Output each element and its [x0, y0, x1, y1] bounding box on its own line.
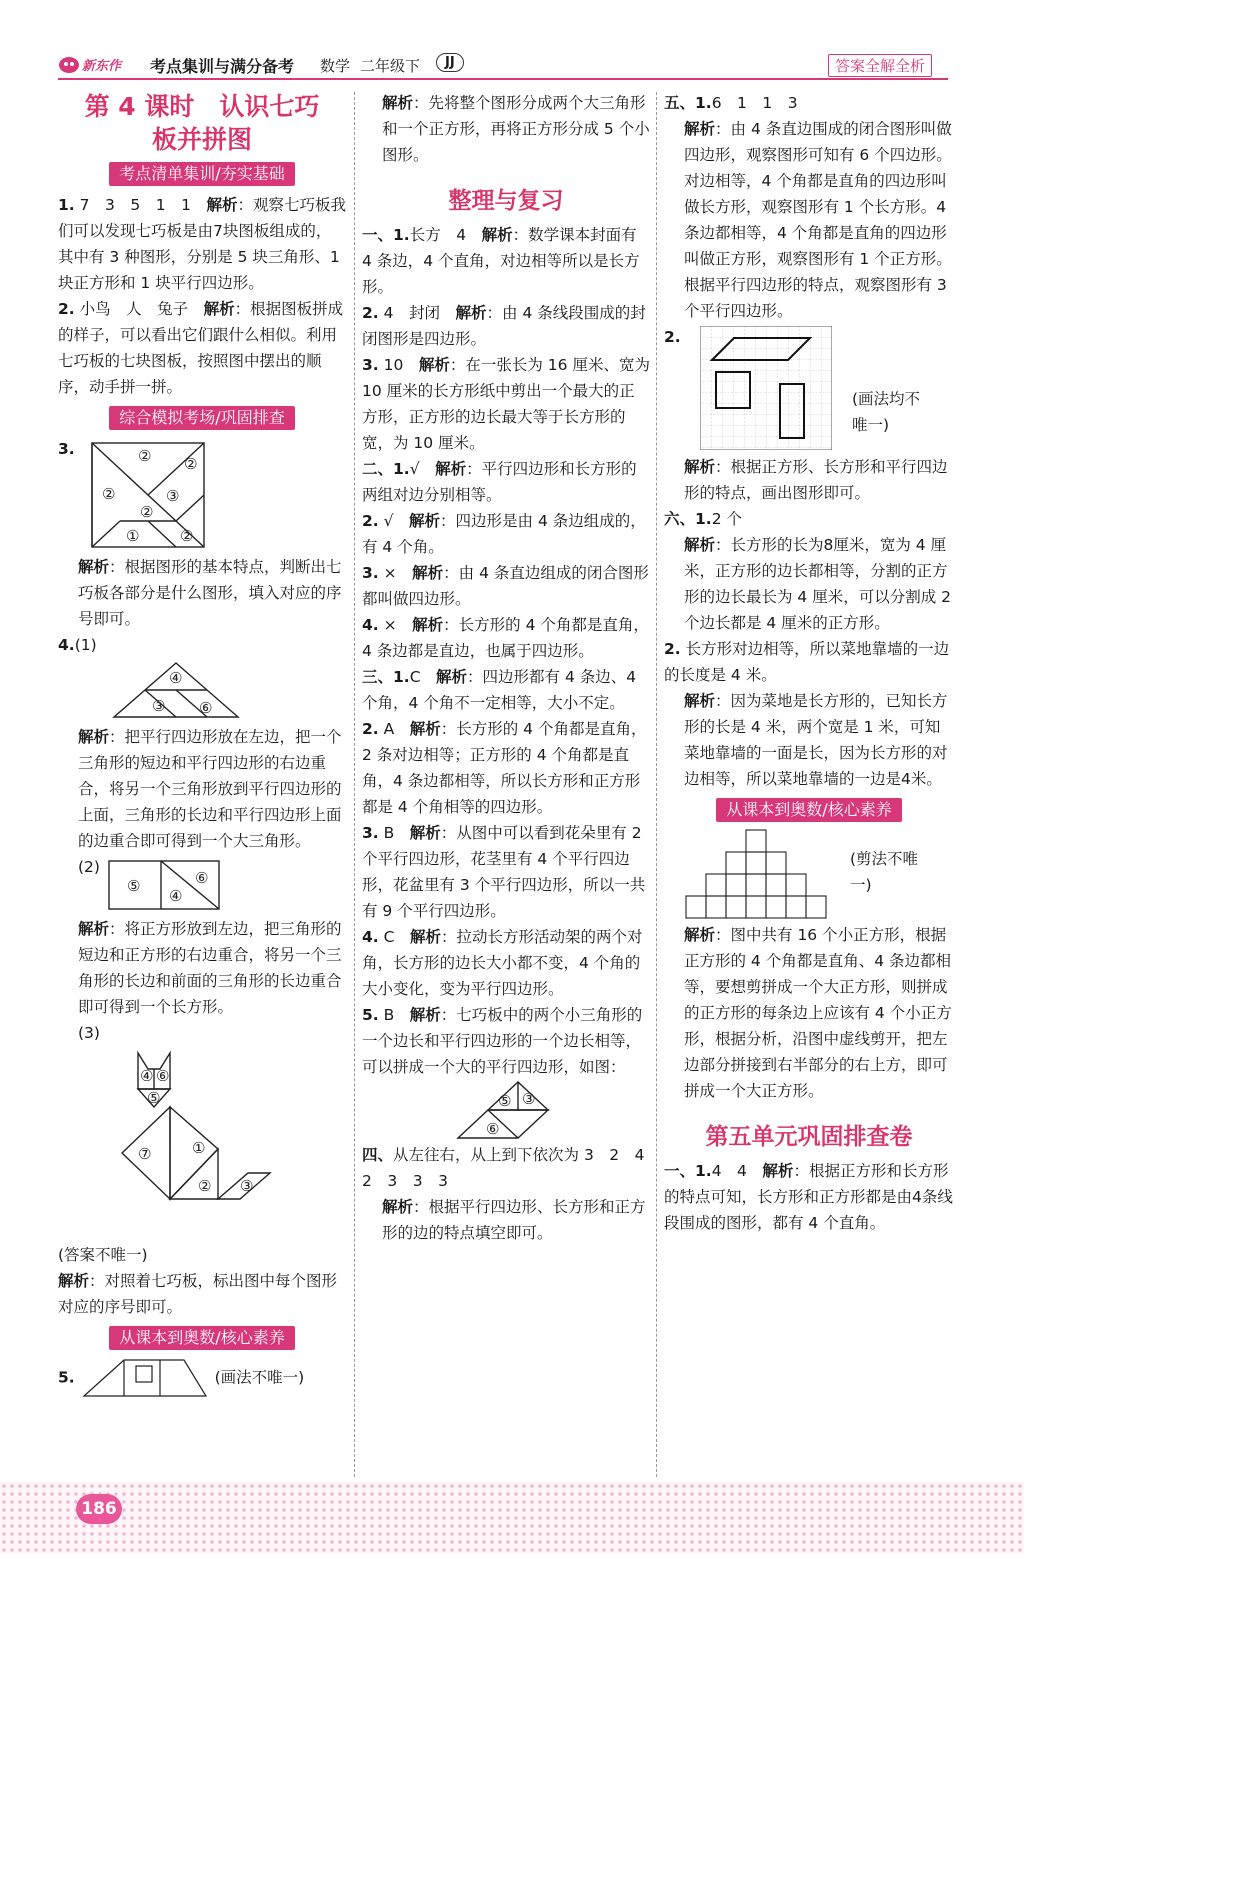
staircase-figure	[684, 828, 834, 920]
answer-item: 1. 7 3 5 1 1 解析：观察七巧板我们可以发现七巧板是由7块图板组成的，其中有 3 种图形，分别是 5 块三角形、1块正方形和 1 块平行四边形。	[58, 196, 346, 292]
column-1	[58, 90, 346, 1400]
svg-text:⑥: ⑥	[156, 1067, 170, 1085]
note: (画法均不唯一)	[852, 390, 921, 434]
answer-tag: 答案全解全析	[828, 54, 932, 77]
answer-item: 4.(1) ④ ③ ⑥	[58, 632, 346, 721]
svg-text:⑥: ⑥	[486, 1120, 500, 1138]
answer-item: 六、1.2 个	[664, 510, 742, 528]
svg-text:③: ③	[240, 1177, 254, 1195]
svg-text:⑤: ⑤	[498, 1092, 512, 1110]
mark-2: ②	[137, 447, 152, 465]
section-band: 从课本到奥数/核心素养	[109, 1326, 294, 1350]
page-number: 186	[76, 1494, 122, 1524]
mark-1: ①	[125, 527, 140, 545]
section-title: 第五单元巩固排查卷	[705, 1124, 913, 1150]
svg-text:④: ④	[140, 1067, 154, 1085]
answer-item: 4. C 解析：拉动长方形活动架的两个对角，长方形的边长大小都不变，4 个角的大小变化，变为平行四边形。	[362, 928, 643, 998]
column-divider	[354, 92, 356, 1477]
explanation: 解析：由 4 条直边围成的闭合图形叫做四边形，观察图形可知有 6 个四边形。对边相等，4 个角都是直角的四边形叫做长方形，观察图形有 1 个长方形。4 条边都相等，4 个角都是直角的四边形叫做正方形，观察图形有 1 个正方形。根据平行四边形的特点，观察图形有 3 个平行四边形。	[684, 120, 952, 320]
answer-item: 五、1.6 1 1 3	[664, 94, 798, 112]
svg-text:④: ④	[168, 887, 183, 905]
big-triangle-figure	[58, 661, 338, 721]
svg-text:⑤: ⑤	[147, 1089, 161, 1107]
footer-decoration	[0, 1482, 1024, 1554]
svg-text:新东作: 新东作	[82, 59, 122, 74]
answer-item: (2) ⑤ ⑥ ④	[58, 854, 346, 916]
explanation: 解析：根据正方形、长方形和平行四边形的特点，画出图形即可。	[684, 458, 948, 502]
svg-text:⑥: ⑥	[199, 699, 213, 717]
answer-item: 5. B 解析：七巧板中的两个小三角形的一个边长和平行四边形的一个边长相等，可以拼成一个大的平行四边形，如图：	[362, 1006, 643, 1076]
answer-item: 2. 小鸟 人 兔子 解析：根据图板拼成的样子，可以看出它们跟什么相似。利用七巧板的七块图板，按照图中摆出的顺序，动手拼一拼。	[58, 300, 344, 396]
note: (剪法不唯一)	[850, 850, 919, 894]
answer-item: 5. (画法不唯一)	[58, 1356, 346, 1400]
answer-item: 3. B 解析：从图中可以看到花朵里有 2 个平行四边形，花茎里有 4 个平行四边形，花盆里有 3 个平行四边形，所以一共有 9 个平行四边形。	[362, 824, 646, 920]
explanation: 解析：把平行四边形放在左边，把一个三角形的短边和平行四边形的右边重合，将另一个三角形放到平行四边形的上面，三角形的长边和平行四边形上面的边重合即可得到一个大三角形。	[78, 728, 342, 850]
answer-item: 四、从左往右，从上到下依次为 3 2 4 2 3 3 3	[362, 1146, 661, 1190]
explanation: 解析：图中共有 16 个小正方形，根据正方形的 4 个角都是直角、4 条边都相等，要想剪拼成一个大正方形，则拼成的正方形的每条边上应该有 4 个小正方形，根据分析，沿图中虚线剪开，把左边部分拼接到右半部分的右上方，即可拼成一个大正方形。	[684, 926, 952, 1100]
answer-item: 三、1.C 解析：四边形都有 4 条边、4 个角，4 个角不一定相等，大小不定。	[362, 668, 637, 712]
tangram-square-figure	[88, 439, 208, 551]
column-2	[362, 90, 661, 1246]
svg-text:⑤: ⑤	[126, 877, 141, 895]
lesson-title: 第 4 课时 认识七巧 板并拼图	[84, 92, 320, 154]
svg-text:③: ③	[152, 697, 166, 715]
section-band: 考点清单集训/夯实基础	[109, 162, 294, 186]
answer-item: 2. 长方形对边相等，所以菜地靠墙的一边的长度是 4 米。	[664, 640, 950, 684]
answer-item	[664, 828, 954, 922]
svg-text:④: ④	[169, 669, 183, 687]
answer-item: 3. 10 解析：在一张长为 16 厘米、宽为 10 厘米的长方形纸中剪出一个最大的正方形，正方形的边长最大等于长方形的宽，为 10 厘米。	[362, 356, 650, 452]
explanation: 解析：对照着七巧板，标出图中每个图形对应的序号即可。	[58, 1272, 338, 1316]
svg-text:①: ①	[192, 1139, 206, 1157]
mark-3: ③	[165, 487, 180, 505]
explanation: 解析：根据图形的基本特点，判断出七巧板各部分是什么图形，填入对应的序号即可。	[78, 558, 342, 628]
svg-text:③: ③	[522, 1090, 536, 1108]
subject: 数学	[320, 57, 351, 75]
explanation: 解析：因为菜地是长方形的，已知长方形的长是 4 米，两个宽是 1 米，可知菜地靠墙的一面是长，因为长方形的对边相等，所以菜地靠墙的一边是4米。	[684, 692, 948, 788]
explanation: 解析：根据平行四边形、长方形和正方形的边的特点填空即可。	[382, 1198, 646, 1242]
note: (画法不唯一)	[214, 1368, 305, 1387]
explanation: 解析：将正方形放到左边，把三角形的短边和正方形的右边重合，将另一个三角形的长边和前面的三角形的长边重合即可得到一个长方形。	[78, 920, 342, 1016]
answer-item: 2. √ 解析：四边形是由 4 条边组成的，有 4 个角。	[362, 512, 646, 556]
answer-item: 2. 4 封闭 解析：由 4 条线段围成的封闭图形是四边形。	[362, 304, 646, 348]
answer-item: 4. × 解析：长方形的 4 个角都是直角，4 条边都是直边，也属于四边形。	[362, 616, 649, 660]
cat-figure	[98, 1049, 288, 1239]
section-title: 整理与复习	[448, 188, 564, 214]
svg-text:⑦: ⑦	[138, 1145, 152, 1163]
explanation: 解析：长方形的长为8厘米，宽为 4 厘米，正方形的边长都相等，分割的正方形的边长最长为 4 厘米，可以分割成 2 个边长都是 4 厘米的正方形。	[684, 536, 952, 632]
answer-item: 二、1.√ 解析：平行四边形和长方形的两组对边分别相等。	[362, 460, 637, 504]
explanation: 解析：先将整个图形分成两个大三角形和一个正方形，再将正方形分成 5 个小图形。	[382, 94, 650, 164]
cut-figure	[80, 1356, 210, 1400]
answer-item: 2. A 解析：长方形的 4 个角都是直角，2 条对边相等；正方形的 4 个角都是直角，4 条边都相等，所以长方形和正方形都是 4 个角相等的四边形。	[362, 720, 647, 816]
answer-item: 一、1.4 4 解析：根据正方形和长方形的特点可知，长方形和正方形都是由4条线段围成的图形，都有 4 个直角。	[664, 1162, 953, 1232]
answer-item: 2. (画法均不唯一)	[664, 324, 954, 454]
note: (答案不唯一)	[58, 1246, 148, 1264]
grade: 二年级下	[360, 57, 421, 75]
rectangle-figure	[105, 857, 225, 913]
answer-item: 一、1.长方 4 解析：数学课本封面有 4 条边，4 个直角，对边相等所以是长方形。	[362, 226, 640, 296]
svg-text:②: ②	[198, 1177, 212, 1195]
mark-2: ②	[139, 503, 154, 521]
header-divider	[58, 78, 948, 80]
answer-item: 3. × 解析：由 4 条直边组成的闭合图形都叫做四边形。	[362, 564, 649, 608]
mark-2: ②	[183, 455, 198, 473]
edition-badge: JJ	[436, 53, 464, 72]
column-3	[664, 90, 954, 1236]
svg-text:⑥: ⑥	[194, 869, 209, 887]
answer-item: (3) ④ ⑥ ⑤ ① ⑦ ② ③	[58, 1020, 346, 1239]
page-header	[58, 52, 948, 78]
mark-2: ②	[101, 485, 116, 503]
book-title: 考点集训与满分备考	[150, 57, 295, 76]
parallelogram-figure	[362, 1080, 650, 1142]
section-band: 综合模拟考场/巩固排查	[109, 406, 294, 430]
brand-logo-icon	[58, 54, 146, 76]
drawing-grid	[700, 326, 832, 450]
mark-2: ②	[179, 527, 194, 545]
answer-item: 3. ② ② ② ③ ② ① ②	[58, 436, 346, 554]
section-band: 从课本到奥数/核心素养	[716, 798, 901, 822]
column-divider	[656, 92, 658, 1477]
